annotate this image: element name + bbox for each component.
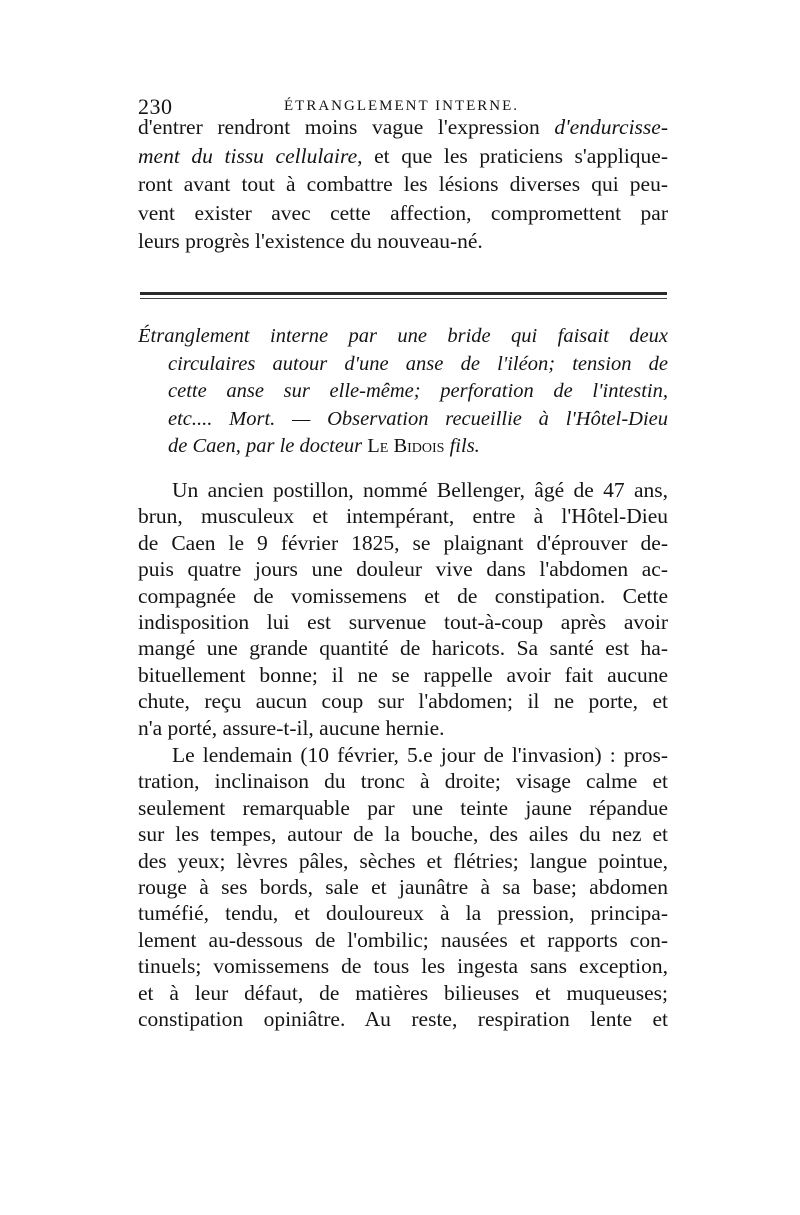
running-title: ÉTRANGLEMENT INTERNE. <box>284 98 520 114</box>
text-line: bituellement bonne; il ne se rappelle avoir fait aucune <box>138 662 668 687</box>
text-line: brun, musculeux et intempérant, entre à l'Hôtel-Dieu <box>138 504 668 529</box>
text-line: ront avant tout à combattre les lésions diverses qui peu- <box>138 172 668 196</box>
text-line: ment du tissu cellulaire, et que les praticiens s'applique- <box>138 143 668 168</box>
text-line: des yeux; lèvres pâles, sèches et flétries; langue pointue, <box>138 848 668 873</box>
text-line: chute, reçu aucun coup sur l'abdomen; il ne porte, et <box>138 689 668 714</box>
title-line: etc.... Mort. — Observation recueillie à l'Hôtel-Dieu <box>168 407 668 430</box>
text-line: constipation opiniâtre. Au reste, respiration lente et <box>138 1006 668 1031</box>
text-line: indisposition lui est survenue tout-à-coup après avoir <box>138 609 668 634</box>
page-number: 230 <box>138 94 173 119</box>
text-line: tinuels; vomissemens de tous les ingesta sans exception, <box>138 954 668 979</box>
text-line: puis quatre jours une douleur vive dans l'abdomen ac- <box>138 557 668 582</box>
text-line: tration, inclinaison du tronc à droite; visage calme et <box>138 769 668 794</box>
title-line: Étranglement interne par une bride qui faisait deux <box>138 325 668 347</box>
text-line: sur les tempes, autour de la bouche, des ailes du nez et <box>138 822 668 847</box>
title-line: cette anse sur elle-même; perforation de l'intestin, <box>168 380 668 402</box>
text-line: compagnée de vomissemens et de constipation. Cette <box>138 583 668 608</box>
text-line: mangé une grande quantité de haricots. Sa santé est ha- <box>138 636 668 661</box>
text-line: n'a porté, assure-t-il, aucune hernie. <box>138 715 445 740</box>
text-line: de Caen le 9 février 1825, se plaignant d'éprouver de- <box>138 530 668 555</box>
section-rule-thin <box>140 298 667 299</box>
body-paragraph-2 <box>138 742 668 1032</box>
text-line: seulement remarquable par une teinte jaune répandue <box>138 795 668 820</box>
text-line: tuméfié, tendu, et douloureux à la pression, principa- <box>138 901 668 926</box>
body-paragraph-1 <box>138 477 668 741</box>
section-rule-thick <box>140 292 667 295</box>
text-line: Le lendemain (10 février, 5.e jour de l'invasion) : pros- <box>172 743 668 767</box>
text-line: vent exister avec cette affection, compromettent par <box>138 200 668 225</box>
text-line: lement au-dessous de l'ombilic; nausées et rapports con- <box>138 927 668 952</box>
title-line: de Caen, par le docteur Le Bidois fils. <box>168 435 480 457</box>
text-line: d'entrer rendront moins vague l'expression d'endurcisse- <box>138 115 668 139</box>
author-name: Le Bidois <box>367 435 445 457</box>
continuation-paragraph <box>138 113 668 256</box>
text-line: Un ancien postillon, nommé Bellenger, âgé de 47 ans, <box>172 478 668 502</box>
text-line: et à leur défaut, de matières bilieuses et muqueuses; <box>138 980 668 1005</box>
text-line: leurs progrès l'existence du nouveau-né. <box>138 229 483 253</box>
title-line: circulaires autour d'une anse de l'iléon; tension de <box>168 352 668 375</box>
text-line: rouge à ses bords, sale et jaunâtre à sa base; abdomen <box>138 874 668 899</box>
article-title <box>138 323 668 461</box>
